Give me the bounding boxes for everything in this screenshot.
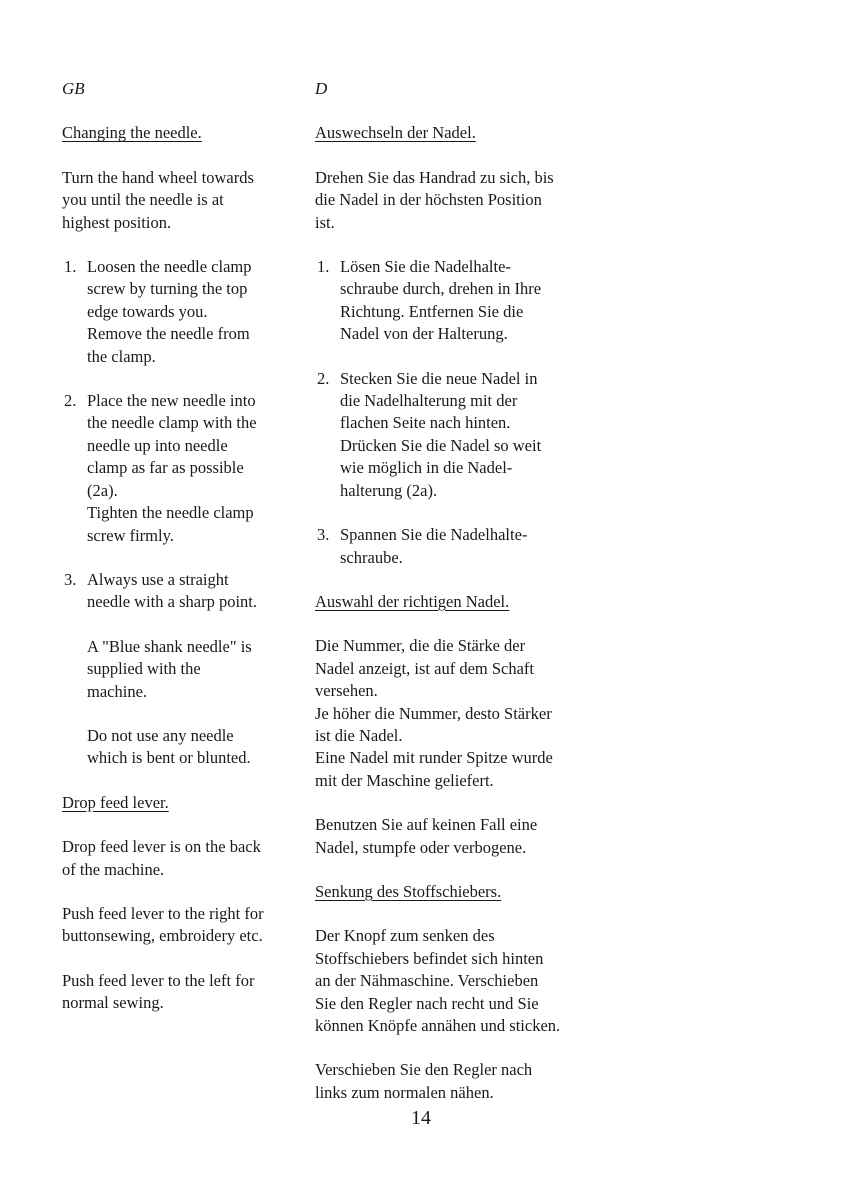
column-german xyxy=(315,78,605,1104)
text-line: Loosen the needle clamp xyxy=(87,257,252,277)
gb-step-2 xyxy=(62,390,302,547)
text-line: Turn the hand wheel towards xyxy=(62,167,254,187)
d-intro xyxy=(315,167,605,234)
step-number: 2. xyxy=(317,368,330,388)
text-line: Spannen Sie die Nadelhalte- xyxy=(340,525,528,545)
d-choice-p2 xyxy=(315,814,605,859)
gb-drop-p1 xyxy=(62,836,302,881)
d-feed-p1 xyxy=(315,925,605,1037)
heading-auswahl: Auswahl der richtigen Nadel. xyxy=(315,591,510,611)
text-line: Stecken Sie die neue Nadel in xyxy=(340,368,538,388)
text-line: Nadel von der Halterung. xyxy=(340,324,508,344)
text-line: the needle clamp with the xyxy=(87,413,257,433)
text-line: Push feed lever to the left for xyxy=(62,970,255,990)
text-line: highest position. xyxy=(62,212,172,232)
text-line: of the machine. xyxy=(62,859,165,879)
step-number: 1. xyxy=(317,257,330,277)
heading-changing-needle: Changing the needle. xyxy=(62,123,202,143)
d-choice-p1 xyxy=(315,635,605,792)
text-line: Die Nummer, die die Stärke der xyxy=(315,636,526,656)
text-line: Nadel anzeigt, ist auf dem Schaft xyxy=(315,658,535,678)
gb-drop-p2 xyxy=(62,903,302,948)
d-feed-p2 xyxy=(315,1059,605,1104)
text-line: Der Knopf zum senken des xyxy=(315,926,495,946)
text-line: Eine Nadel mit runder Spitze wurde xyxy=(315,748,553,768)
text-line: needle up into needle xyxy=(87,435,228,455)
text-line: Drehen Sie das Handrad zu sich, bis xyxy=(315,167,554,187)
text-line: edge towards you. xyxy=(87,301,208,321)
text-line: Drop feed lever is on the back xyxy=(62,837,261,857)
text-line: supplied with the xyxy=(87,659,201,679)
step-number: 2. xyxy=(64,391,77,411)
text-line: Stoffschiebers befindet sich hinten xyxy=(315,948,544,968)
text-line: wie möglich in die Nadel- xyxy=(340,458,513,478)
text-line: ist. xyxy=(315,212,335,232)
text-line: Push feed lever to the right for xyxy=(62,903,264,923)
text-line: schraube durch, drehen in Ihre xyxy=(340,279,542,299)
gb-note-blue-shank xyxy=(87,636,302,703)
text-line: clamp as far as possible xyxy=(87,458,244,478)
text-line: Lösen Sie die Nadelhalte- xyxy=(340,257,511,277)
gb-intro xyxy=(62,167,302,234)
gb-note-bent xyxy=(87,725,302,770)
text-line: buttonsewing, embroidery etc. xyxy=(62,926,263,946)
gb-step-3 xyxy=(62,569,302,614)
text-line: (2a). xyxy=(87,480,118,500)
text-line: Drücken Sie die Nadel so weit xyxy=(340,435,542,455)
text-line: können Knöpfe annähen und sticken. xyxy=(315,1016,561,1035)
text-line: needle with a sharp point. xyxy=(87,592,257,612)
text-line: Richtung. Entfernen Sie die xyxy=(340,301,524,321)
step-text xyxy=(87,390,302,547)
column-english xyxy=(62,78,302,1037)
text-line: which is bent or blunted. xyxy=(87,748,251,768)
heading-auswechseln: Auswechseln der Nadel. xyxy=(315,123,476,143)
step-number: 1. xyxy=(64,257,77,277)
text-line: Je höher die Nummer, desto Stärker xyxy=(315,703,552,723)
d-step-3 xyxy=(315,524,605,569)
step-text xyxy=(87,256,302,368)
text-line: halterung (2a). xyxy=(340,480,438,500)
text-line: screw by turning the top xyxy=(87,279,248,299)
text-line: Tighten the needle clamp xyxy=(87,503,254,523)
text-line: A "Blue shank needle" is xyxy=(87,636,252,656)
step-text xyxy=(340,524,605,569)
text-line: ist die Nadel. xyxy=(315,725,403,745)
gb-step-1 xyxy=(62,256,302,368)
text-line: schraube. xyxy=(340,547,403,567)
text-line: die Nadelhalterung mit der xyxy=(340,391,518,411)
text-line: links zum normalen nähen. xyxy=(315,1082,494,1102)
heading-drop-feed: Drop feed lever. xyxy=(62,792,169,812)
text-line: screw firmly. xyxy=(87,525,174,545)
heading-senkung: Senkung des Stoffschiebers. xyxy=(315,881,502,901)
language-label-d: D xyxy=(315,79,328,98)
text-line: Benutzen Sie auf keinen Fall eine xyxy=(315,815,538,835)
text-line: Do not use any needle xyxy=(87,725,234,745)
language-label-gb: GB xyxy=(62,79,85,98)
d-step-2 xyxy=(315,368,605,502)
text-line: Always use a straight xyxy=(87,569,229,589)
step-number: 3. xyxy=(64,569,77,589)
gb-drop-p3 xyxy=(62,970,302,1015)
text-line: die Nadel in der höchsten Position xyxy=(315,190,542,210)
text-line: an der Nähmaschine. Verschieben xyxy=(315,971,539,991)
d-step-1 xyxy=(315,256,605,346)
text-line: Nadel, stumpfe oder verbogene. xyxy=(315,837,527,857)
step-text xyxy=(340,256,605,346)
text-line: mit der Maschine geliefert. xyxy=(315,770,494,790)
text-line: versehen. xyxy=(315,681,378,701)
text-line: flachen Seite nach hinten. xyxy=(340,413,511,433)
step-text xyxy=(340,368,605,502)
text-line: Place the new needle into xyxy=(87,391,256,411)
page-number: 14 xyxy=(411,1107,431,1129)
step-number: 3. xyxy=(317,525,330,545)
text-line: normal sewing. xyxy=(62,993,164,1013)
step-text xyxy=(87,569,302,614)
text-line: the clamp. xyxy=(87,346,156,366)
text-line: machine. xyxy=(87,681,148,701)
text-line: Verschieben Sie den Regler nach xyxy=(315,1060,533,1080)
text-line: Remove the needle from xyxy=(87,324,250,344)
text-line: you until the needle is at xyxy=(62,190,224,210)
text-line: Sie den Regler nach recht und Sie xyxy=(315,993,539,1013)
